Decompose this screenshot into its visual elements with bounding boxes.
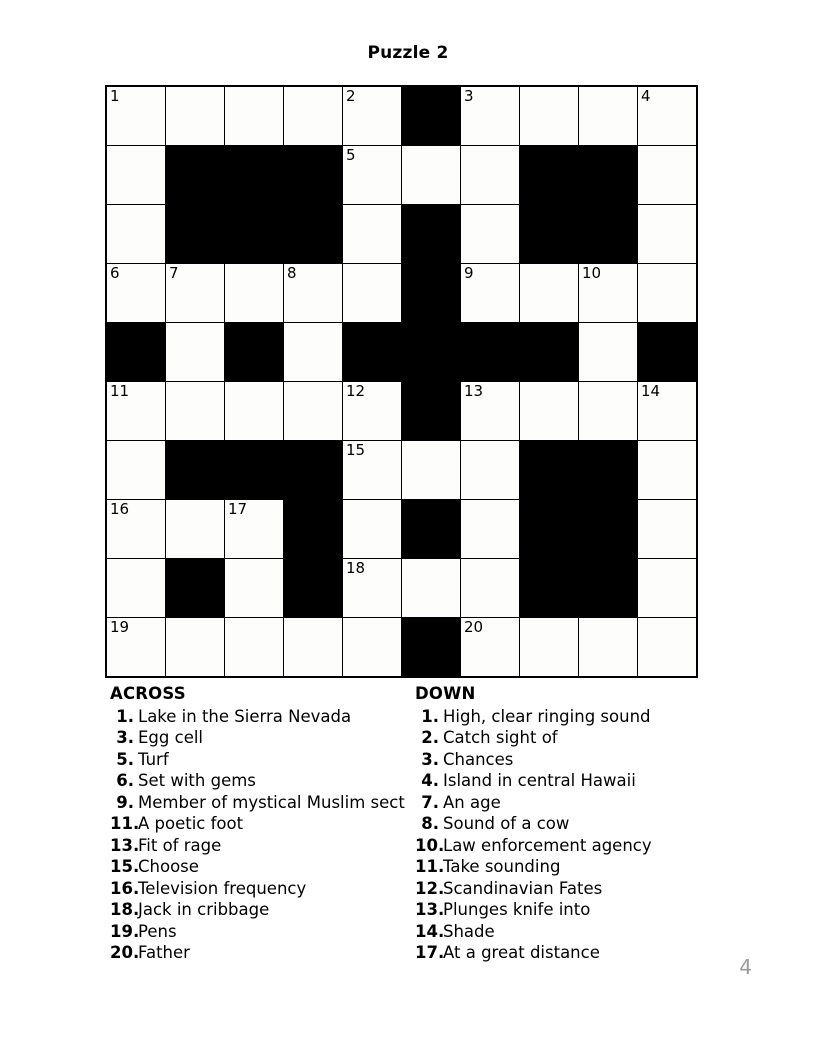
clue-item[interactable] [415, 835, 750, 857]
grid-cell[interactable] [106, 559, 166, 618]
clue-text: Turf [138, 749, 169, 769]
clue-text: Lake in the Sierra Nevada [138, 706, 352, 726]
grid-cell[interactable] [461, 500, 520, 559]
grid-cell-block [284, 441, 343, 500]
grid-cell[interactable] [166, 264, 225, 323]
grid-cell[interactable] [461, 205, 520, 264]
grid-cell[interactable] [225, 86, 284, 146]
grid-cell-number: 15 [346, 441, 366, 459]
grid-cell[interactable] [520, 382, 579, 441]
grid-cell[interactable] [638, 205, 698, 264]
grid-cell-number: 6 [110, 264, 120, 282]
grid-cell[interactable] [343, 264, 402, 323]
grid-cell[interactable] [579, 264, 638, 323]
clue-number: 4. [421, 771, 439, 790]
clue-number: 1. [421, 706, 439, 726]
grid-cell[interactable] [461, 146, 520, 205]
grid-cell-block [638, 323, 698, 382]
grid-cell-block [166, 559, 225, 618]
clue-text: Set with gems [138, 771, 256, 790]
clue-text: Jack in cribbage [138, 900, 270, 919]
grid-row [106, 441, 697, 500]
grid-cell-block [520, 146, 579, 205]
clue-item[interactable] [110, 813, 415, 835]
clue-number: 7. [421, 792, 439, 812]
clue-item[interactable] [415, 921, 750, 943]
grid-row [106, 500, 697, 559]
grid-cell[interactable] [225, 500, 284, 559]
grid-cell-block [225, 146, 284, 205]
grid-row [106, 86, 697, 146]
grid-cell-block [106, 323, 166, 382]
grid-cell-number: 5 [346, 146, 356, 164]
clue-number: 16. [110, 878, 140, 898]
grid-cell[interactable] [106, 205, 166, 264]
crossword-grid-body [106, 86, 697, 677]
grid-cell-number: 2 [346, 87, 356, 105]
grid-cell-number: 19 [110, 618, 130, 636]
crossword-grid-container [105, 85, 698, 678]
grid-cell-block [166, 441, 225, 500]
grid-cell[interactable] [638, 264, 698, 323]
clue-text: A poetic foot [138, 814, 244, 833]
grid-cell[interactable] [343, 500, 402, 559]
grid-cell[interactable] [638, 559, 698, 618]
clue-item[interactable] [415, 727, 750, 749]
grid-cell-number: 16 [110, 500, 130, 518]
grid-cell-block [284, 559, 343, 618]
clue-item[interactable] [110, 792, 415, 814]
grid-row [106, 618, 697, 678]
grid-cell[interactable] [343, 382, 402, 441]
clue-text: Father [138, 943, 190, 962]
grid-cell[interactable] [106, 618, 166, 678]
grid-cell-block [284, 205, 343, 264]
grid-cell-number: 3 [464, 87, 474, 105]
grid-cell-number: 13 [464, 382, 484, 400]
grid-cell[interactable] [284, 382, 343, 441]
clue-number: 13. [110, 835, 140, 855]
down-column [415, 683, 750, 964]
across-clue-list [110, 706, 415, 964]
clue-item[interactable] [110, 899, 415, 921]
clue-text: Fit of rage [138, 835, 222, 855]
grid-cell-number: 8 [287, 264, 297, 282]
clue-item[interactable] [110, 921, 415, 943]
clue-text: Take sounding [443, 857, 561, 876]
grid-cell[interactable] [638, 382, 698, 441]
grid-cell-block [579, 559, 638, 618]
clue-text: An age [443, 792, 501, 812]
grid-cell-block [225, 205, 284, 264]
clue-number: 10. [415, 835, 445, 855]
clue-text: High, clear ringing sound [443, 706, 651, 726]
grid-cell[interactable] [166, 500, 225, 559]
clue-item[interactable] [110, 770, 415, 792]
grid-cell-block [579, 205, 638, 264]
grid-cell[interactable] [225, 618, 284, 678]
clue-text: Chances [443, 749, 514, 769]
clue-number: 20. [110, 943, 140, 962]
clue-item[interactable] [415, 878, 750, 900]
clue-text: Shade [443, 921, 495, 941]
grid-cell[interactable] [284, 618, 343, 678]
grid-cell[interactable] [166, 86, 225, 146]
grid-cell[interactable] [166, 323, 225, 382]
clue-number: 14. [415, 921, 445, 941]
clue-text: Choose [138, 857, 199, 876]
grid-row [106, 323, 697, 382]
grid-cell-number: 20 [464, 618, 484, 636]
grid-cell[interactable] [638, 441, 698, 500]
grid-cell-block [579, 441, 638, 500]
clue-text: Scandinavian Fates [443, 878, 603, 898]
grid-cell-block [520, 323, 579, 382]
clue-text: Member of mystical Muslim sect [138, 792, 405, 812]
grid-cell-number: 11 [110, 382, 130, 400]
clue-item[interactable] [415, 813, 750, 835]
grid-cell[interactable] [461, 618, 520, 678]
grid-cell[interactable] [579, 323, 638, 382]
grid-cell-number: 1 [110, 87, 120, 105]
grid-cell[interactable] [461, 382, 520, 441]
grid-cell[interactable] [343, 205, 402, 264]
grid-cell-block [402, 618, 461, 678]
grid-cell-block [402, 323, 461, 382]
grid-cell[interactable] [343, 559, 402, 618]
grid-cell[interactable] [106, 441, 166, 500]
grid-cell[interactable] [402, 559, 461, 618]
grid-cell-number: 18 [346, 559, 366, 577]
grid-cell[interactable] [106, 382, 166, 441]
clue-text: Egg cell [138, 728, 204, 747]
grid-cell-block [343, 323, 402, 382]
clue-item[interactable] [110, 706, 415, 728]
grid-cell[interactable] [166, 618, 225, 678]
clue-item[interactable] [110, 749, 415, 771]
grid-cell-number: 9 [464, 264, 474, 282]
grid-cell[interactable] [520, 86, 579, 146]
grid-cell-block [284, 500, 343, 559]
grid-cell-block [225, 323, 284, 382]
grid-cell[interactable] [461, 86, 520, 146]
grid-cell[interactable] [343, 146, 402, 205]
grid-cell[interactable] [106, 264, 166, 323]
grid-cell[interactable] [106, 146, 166, 205]
clue-item[interactable] [415, 706, 750, 728]
grid-cell[interactable] [343, 441, 402, 500]
clue-item[interactable] [415, 770, 750, 792]
clue-item[interactable] [110, 727, 415, 749]
clue-text: Sound of a cow [443, 814, 570, 833]
grid-row [106, 205, 697, 264]
grid-cell-block [166, 146, 225, 205]
clue-number: 12. [415, 878, 445, 898]
down-clue-list [415, 706, 750, 964]
clue-number: 19. [110, 921, 140, 941]
grid-cell[interactable] [638, 618, 698, 678]
clue-text: Pens [138, 921, 177, 941]
clue-number: 18. [110, 900, 140, 919]
grid-cell-block [402, 86, 461, 146]
grid-cell[interactable] [638, 146, 698, 205]
clue-number: 11. [110, 814, 140, 833]
clue-item[interactable] [110, 835, 415, 857]
grid-row [106, 382, 697, 441]
grid-cell[interactable] [402, 441, 461, 500]
grid-cell[interactable] [343, 618, 402, 678]
clue-text: Plunges knife into [443, 900, 591, 919]
grid-cell-number: 10 [582, 264, 602, 282]
grid-cell-block [225, 441, 284, 500]
across-heading: ACROSS [110, 684, 186, 703]
grid-cell[interactable] [284, 264, 343, 323]
clue-number: 13. [415, 900, 445, 919]
grid-cell[interactable] [461, 441, 520, 500]
grid-cell-block [579, 146, 638, 205]
clue-text: Television frequency [138, 878, 307, 898]
grid-cell-number: 14 [641, 382, 661, 400]
clue-number: 3. [421, 749, 439, 769]
clue-item[interactable] [415, 749, 750, 771]
grid-cell[interactable] [284, 323, 343, 382]
grid-cell-block [402, 382, 461, 441]
grid-cell[interactable] [638, 500, 698, 559]
clue-item[interactable] [415, 856, 750, 878]
grid-cell[interactable] [520, 618, 579, 678]
grid-cell[interactable] [579, 86, 638, 146]
clue-item[interactable] [110, 856, 415, 878]
grid-cell-block [284, 146, 343, 205]
clue-item[interactable] [415, 899, 750, 921]
down-heading: DOWN [415, 684, 476, 703]
grid-cell-block [520, 205, 579, 264]
grid-cell-block [520, 441, 579, 500]
grid-cell-number: 17 [228, 500, 248, 518]
clue-number: 15. [110, 857, 140, 876]
clue-number: 5. [116, 749, 134, 769]
grid-cell[interactable] [461, 264, 520, 323]
grid-cell[interactable] [638, 86, 698, 146]
page-number: 4 [739, 955, 752, 979]
grid-cell[interactable] [579, 618, 638, 678]
clue-number: 9. [116, 792, 134, 812]
crossword-grid[interactable] [105, 85, 698, 678]
grid-cell-number: 12 [346, 382, 366, 400]
clue-item[interactable] [110, 942, 415, 964]
page-title: Puzzle 2 [367, 43, 449, 63]
grid-row [106, 559, 697, 618]
grid-cell[interactable] [520, 264, 579, 323]
grid-cell-block [402, 264, 461, 323]
clue-text: At a great distance [443, 943, 600, 962]
grid-cell[interactable] [166, 382, 225, 441]
grid-cell[interactable] [225, 559, 284, 618]
grid-cell-number: 7 [169, 264, 179, 282]
clue-item[interactable] [415, 942, 750, 964]
grid-cell-block [402, 500, 461, 559]
grid-cell[interactable] [106, 86, 166, 146]
grid-cell-block [402, 205, 461, 264]
grid-cell[interactable] [579, 382, 638, 441]
grid-row [106, 264, 697, 323]
clue-item[interactable] [415, 792, 750, 814]
clue-number: 17. [415, 943, 445, 962]
grid-cell[interactable] [461, 559, 520, 618]
grid-cell-number: 4 [641, 87, 651, 105]
grid-cell[interactable] [402, 146, 461, 205]
grid-cell-block [461, 323, 520, 382]
grid-cell-block [166, 205, 225, 264]
clue-text: Island in central Hawaii [443, 771, 636, 790]
clue-number: 11. [415, 857, 445, 876]
clue-text: Law enforcement agency [443, 835, 652, 855]
clue-number: 3. [116, 728, 134, 747]
grid-cell[interactable] [284, 86, 343, 146]
clues-section [110, 683, 750, 964]
grid-cell-block [520, 559, 579, 618]
clue-number: 1. [116, 706, 134, 726]
clue-number: 8. [421, 814, 439, 833]
clue-text: Catch sight of [443, 728, 558, 747]
clue-number: 6. [116, 771, 134, 790]
across-column [110, 683, 415, 964]
grid-cell-block [520, 500, 579, 559]
grid-cell[interactable] [343, 86, 402, 146]
grid-cell-block [579, 500, 638, 559]
clue-item[interactable] [110, 878, 415, 900]
clue-number: 2. [421, 728, 439, 747]
grid-cell[interactable] [106, 500, 166, 559]
grid-cell[interactable] [225, 264, 284, 323]
grid-cell[interactable] [225, 382, 284, 441]
grid-row [106, 146, 697, 205]
